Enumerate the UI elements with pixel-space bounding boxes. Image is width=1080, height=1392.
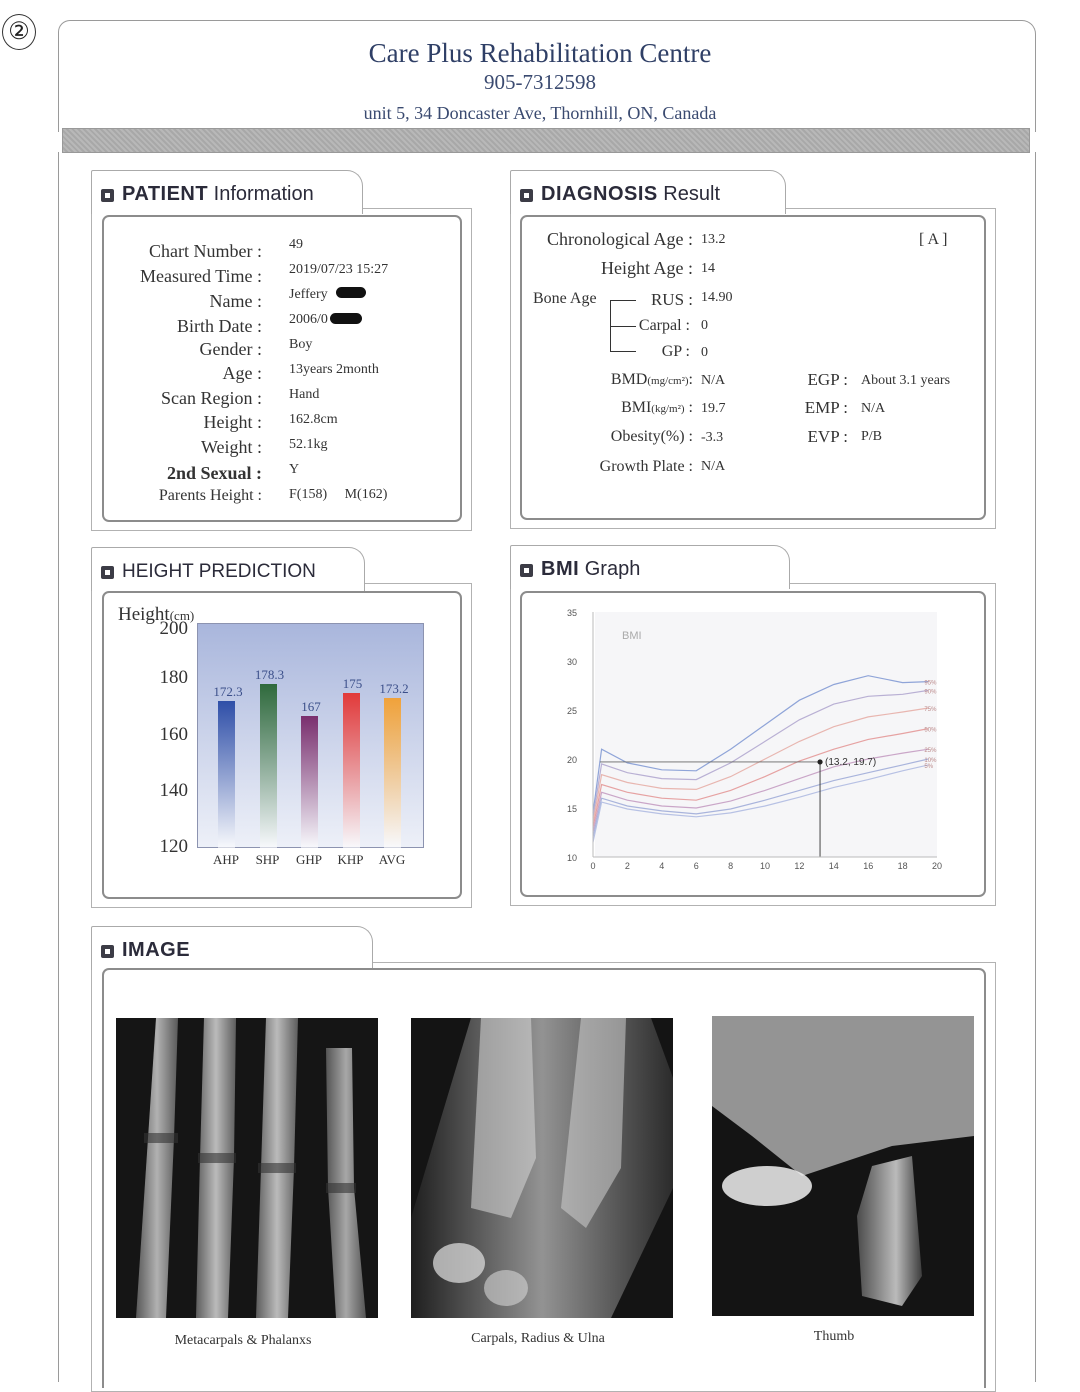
height-bar-value-shp: 178.3: [254, 667, 285, 683]
parents-height-value: F(158) M(162): [289, 487, 388, 502]
height-y-tick: 140: [159, 779, 188, 801]
height-bar-shp: [260, 684, 277, 848]
bmi-graph-tab: [510, 545, 790, 589]
height-y-axis-unit: (cm): [169, 608, 195, 623]
name-redaction: [336, 287, 366, 298]
weight-value: 52.1kg: [289, 437, 328, 452]
bmi-percentile-label: 25%: [924, 748, 937, 755]
bmi-x-tick: 4: [659, 861, 665, 871]
bmi-patient-point: [817, 759, 822, 764]
height-y-tick: 200: [159, 618, 188, 639]
carpal-label: Carpal :: [638, 317, 690, 334]
measured-time-value: 2019/07/23 15:27: [289, 262, 389, 277]
growth-plate-value: N/A: [701, 459, 726, 474]
patient-title-rest: Information: [208, 183, 314, 205]
caption-metacarpals-phalanxs: Metacarpals & Phalanxs: [174, 1333, 312, 1348]
bmi-x-tick: 0: [590, 861, 596, 871]
diagnosis-grade: [ A ]: [919, 231, 948, 248]
height-prediction-tab: [91, 547, 365, 591]
bmi-percentile-label: 90%: [924, 689, 937, 696]
parents-height-label: Parents Height :: [158, 487, 262, 504]
height-y-tick: 180: [159, 667, 188, 689]
rus-value: 14.90: [701, 290, 733, 305]
bmi-x-tick: 12: [794, 861, 805, 871]
clinic-phone: 905-7312598: [484, 70, 596, 94]
height-y-tick: 120: [159, 836, 188, 857]
bmi-y-tick: 10: [566, 853, 577, 863]
diagnosis-title-rest: Result: [657, 183, 720, 205]
height-category-avg: AVG: [378, 852, 406, 867]
bmi-x-tick: 10: [759, 861, 771, 871]
evp-value: P/B: [861, 429, 883, 444]
birth-date-redaction: [330, 313, 362, 324]
bmd-unit: (mg/cm²): [647, 375, 689, 387]
height-age-label: Height Age :: [601, 258, 693, 278]
chronological-age-label: Chronological Age :: [547, 229, 693, 249]
height-age-value: 14: [701, 261, 715, 276]
birth-date-label: Birth Date :: [177, 316, 262, 336]
scan-region-label: Scan Region :: [161, 388, 262, 408]
bmi-percentile-label: 50%: [924, 727, 937, 734]
bmi-y-tick: 30: [566, 657, 577, 667]
section-bullet-icon: [101, 945, 114, 958]
bmi-graph-title-rest: Graph: [579, 558, 641, 580]
bmi-x-tick: 8: [728, 861, 734, 871]
birth-date-value: 2006/0: [289, 312, 328, 327]
bmi-x-tick: 2: [624, 861, 630, 871]
weight-label: Weight :: [200, 437, 262, 457]
evp-label: EVP :: [807, 427, 848, 446]
bmi-y-tick: 15: [566, 804, 577, 814]
gender-label: Gender :: [199, 339, 262, 359]
bmi-inner-label: BMI: [622, 630, 642, 642]
obesity-value: -3.3: [701, 430, 724, 445]
bmi-y-tick: 35: [566, 608, 577, 618]
bone-age-label: Bone Age: [533, 290, 597, 307]
section-bullet-icon: [101, 566, 114, 579]
bmi-graph-title-bold: BMI: [541, 558, 580, 580]
second-sexual-value: Y: [289, 462, 300, 477]
bmi-x-tick: 16: [863, 861, 874, 871]
obesity-label: Obesity(%) :: [610, 428, 693, 445]
bmi-value: 19.7: [701, 401, 726, 416]
chart-number-label: Chart Number :: [149, 241, 262, 261]
xray-metacarpals-phalanxs: [116, 1018, 378, 1318]
bmd-label: [611, 371, 693, 389]
height-category-shp: SHP: [255, 852, 280, 867]
clinic-address: unit 5, 34 Doncaster Ave, Thornhill, ON, Canada: [363, 103, 717, 123]
height-bar-ahp: [218, 701, 235, 848]
height-y-tick: 160: [159, 723, 188, 745]
caption-carpals-radius-ulna: Carpals, Radius & Ulna: [471, 1331, 605, 1346]
emp-label: EMP :: [804, 398, 848, 417]
bmi-x-tick: 6: [693, 861, 699, 871]
height-y-axis-label-text: Height: [118, 604, 170, 625]
age-label: Age :: [222, 363, 262, 383]
height-label: Height :: [203, 412, 262, 432]
height-category-ahp: AHP: [212, 852, 239, 867]
height-bar-value-ghp: 167: [301, 698, 321, 714]
bmi-percentile-label: 75%: [924, 707, 937, 714]
bmd-colon: :: [688, 371, 693, 388]
bmi-x-tick: 14: [828, 861, 839, 871]
height-category-ghp: GHP: [295, 852, 322, 867]
bmi-colon: :: [684, 399, 693, 416]
gender-value: Boy: [289, 337, 313, 352]
chronological-age-value: 13.2: [701, 232, 726, 247]
egp-label: EGP :: [807, 370, 848, 389]
bmi-label: [621, 399, 693, 417]
rus-label: RUS :: [650, 290, 693, 309]
gp-value: 0: [701, 345, 708, 360]
growth-plate-label: Growth Plate :: [599, 458, 693, 475]
diagnosis-title-bold: DIAGNOSIS: [541, 183, 658, 205]
image-tab: [91, 926, 373, 970]
bmi-y-tick: 25: [566, 706, 577, 716]
height-bar-value-khp: 175: [342, 676, 363, 692]
height-bar-khp: [343, 693, 360, 848]
header-divider-band: [62, 128, 1030, 153]
height-value: 162.8cm: [289, 412, 338, 427]
bone-age-bracket-mid: [610, 326, 636, 327]
bmi-plot-background: [595, 612, 937, 857]
name-value: Jeffery: [289, 287, 328, 302]
age-value: 13years 2month: [289, 362, 379, 377]
xray-thumb: [712, 1016, 974, 1316]
xray-carpals-radius-ulna: [411, 1018, 673, 1318]
height-category-khp: KHP: [337, 852, 364, 867]
bmd-label-text: BMD: [610, 371, 648, 388]
measured-time-label: Measured Time :: [139, 266, 262, 286]
patient-tab: [91, 170, 363, 214]
section-bullet-icon: [520, 564, 533, 577]
height-bar-value-avg: 173.2: [379, 681, 409, 697]
height-bar-value-ahp: 172.3: [213, 683, 243, 699]
section-bullet-icon: [101, 189, 114, 202]
bmd-value: N/A: [701, 373, 726, 388]
gp-label: GP :: [661, 343, 690, 360]
patient-title-bold: PATIENT: [122, 183, 209, 205]
emp-value: N/A: [861, 401, 886, 416]
diagnosis-tab: [510, 170, 786, 214]
name-label: Name :: [209, 291, 262, 311]
bmi-y-tick: 20: [566, 755, 577, 765]
height-bar-ghp: [301, 716, 318, 848]
bmi-unit: (kg/m²): [651, 403, 685, 415]
second-sexual-label: 2nd Sexual :: [166, 463, 262, 483]
bmi-chart: [525, 596, 981, 892]
diagnosis-inner-panel: [520, 215, 986, 520]
bmi-label-text: BMI: [621, 399, 652, 416]
egp-value: About 3.1 years: [861, 373, 951, 388]
caption-thumb: Thumb: [813, 1329, 855, 1344]
scan-region-value: Hand: [289, 387, 320, 402]
image-title: IMAGE: [122, 939, 191, 961]
bmi-percentile-label: 10%: [924, 758, 937, 764]
clinic-name: Care Plus Rehabilitation Centre: [368, 38, 712, 68]
bmi-x-tick: 18: [897, 861, 908, 871]
height-bar-avg: [384, 698, 401, 848]
carpal-value: 0: [701, 318, 708, 333]
bmi-percentile-label: 95%: [924, 680, 937, 687]
bmi-x-tick: 20: [931, 861, 943, 871]
bmi-patient-point-label: (13.2, 19.7): [825, 756, 877, 768]
chart-number-value: 49: [289, 237, 303, 252]
page-number-marker: ②: [2, 14, 36, 50]
height-prediction-title: HEIGHT PREDICTION: [122, 561, 316, 582]
bmi-percentile-label: 5%: [924, 763, 934, 770]
section-bullet-icon: [520, 189, 533, 202]
